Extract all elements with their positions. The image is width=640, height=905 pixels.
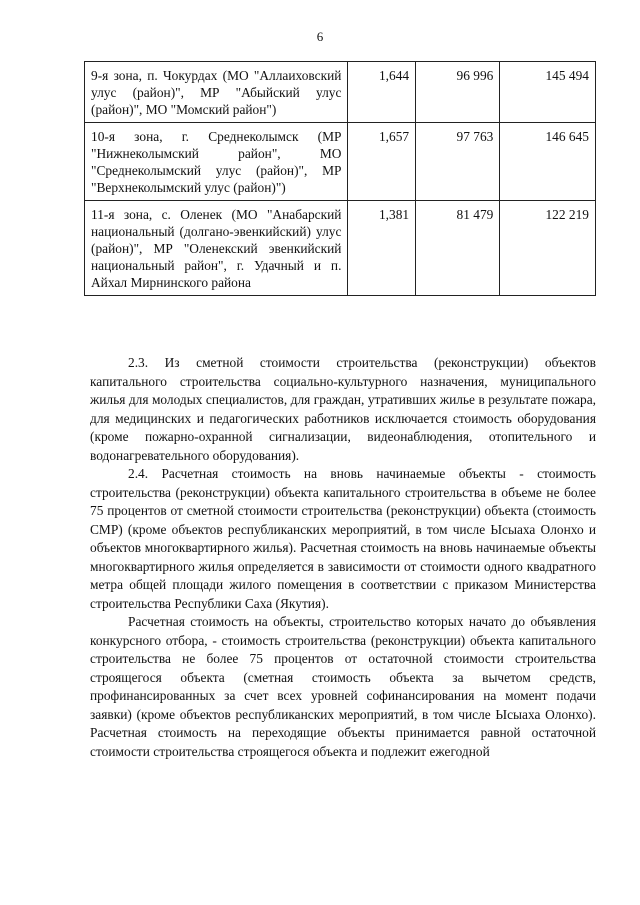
page-number: 6 — [316, 29, 324, 44]
paragraph-2-3: 2.3. Из сметной стоимости строительства (реконструкции) объектов капитального строительства социально-культурного назначения, муниципального жилья для молодых специалистов, для граждан, утративших жилье в результате пожара, для медицинских и педагогических работников исключается стоимость оборудования (кроме пожарно-охранной сигнализации, видеонаблюдения, отопительного и водонагревательного оборудования). — [90, 355, 596, 463]
value-cell: 97 763 — [416, 123, 500, 201]
body-text — [90, 354, 596, 761]
coefficient-cell: 1,381 — [348, 201, 416, 296]
value-cell: 146 645 — [500, 123, 596, 201]
zone-cell: 10-я зона, г. Среднеколымск (МР "Нижнеколымский район", МО "Среднеколымский улус (район)", МР "Верхнеколымский улус (район)") — [85, 123, 348, 201]
zone-cost-table — [84, 61, 596, 296]
coefficient-cell: 1,657 — [348, 123, 416, 201]
table-row — [85, 62, 596, 123]
paragraph-2-4: 2.4. Расчетная стоимость на вновь начинаемые объекты - стоимость строительства (реконструкции) объекта капитального строительства в объеме не более 75 процентов от сметной стоимости строительства (реконструкции) объекта (стоимость СМР) (кроме объектов республиканских мероприятий, в том числе Ысыаха Олонхо и объектов многоквартирного жилья). Расчетная стоимость на вновь начинаемые объекты многоквартирного жилья определяется в зависимости от стоимости одного квадратного метра общей площади жилого помещения в соответствии с приказом Министерства строительства Республики Саха (Якутия). — [90, 466, 596, 611]
zone-cell: 11-я зона, с. Оленек (МО "Анабарский национальный (долгано-эвенкийский) улус (район)", МР "Оленекский эвенкийский национальный район", г. Удачный и п. Айхал Мирнинского района — [85, 201, 348, 296]
zone-cell: 9-я зона, п. Чокурдах (МО "Аллаиховский улус (район)", МР "Абыйский улус (район)", МО "Момский район") — [85, 62, 348, 123]
value-cell: 122 219 — [500, 201, 596, 296]
value-cell: 96 996 — [416, 62, 500, 123]
value-cell: 145 494 — [500, 62, 596, 123]
value-cell: 81 479 — [416, 201, 500, 296]
table-row — [85, 123, 596, 201]
paragraph-ongoing-objects: Расчетная стоимость на объекты, строительство которых начато до объявления конкурсного отбора, - стоимость строительства (реконструкции) объекта капитального строительства не более 75 процентов от остаточной стоимости строительства строящегося объекта (сметная стоимость объекта за вычетом средств, профинансированных за счет всех уровней софинансирования на момент подачи заявки) (кроме объектов республиканских мероприятий, в том числе Ысыаха Олонхо). Расчетная стоимость на переходящие объекты принимается равной остаточной стоимости строительства строящегося объекта и подлежит ежегодной — [90, 614, 596, 759]
table-row — [85, 201, 596, 296]
coefficient-cell: 1,644 — [348, 62, 416, 123]
